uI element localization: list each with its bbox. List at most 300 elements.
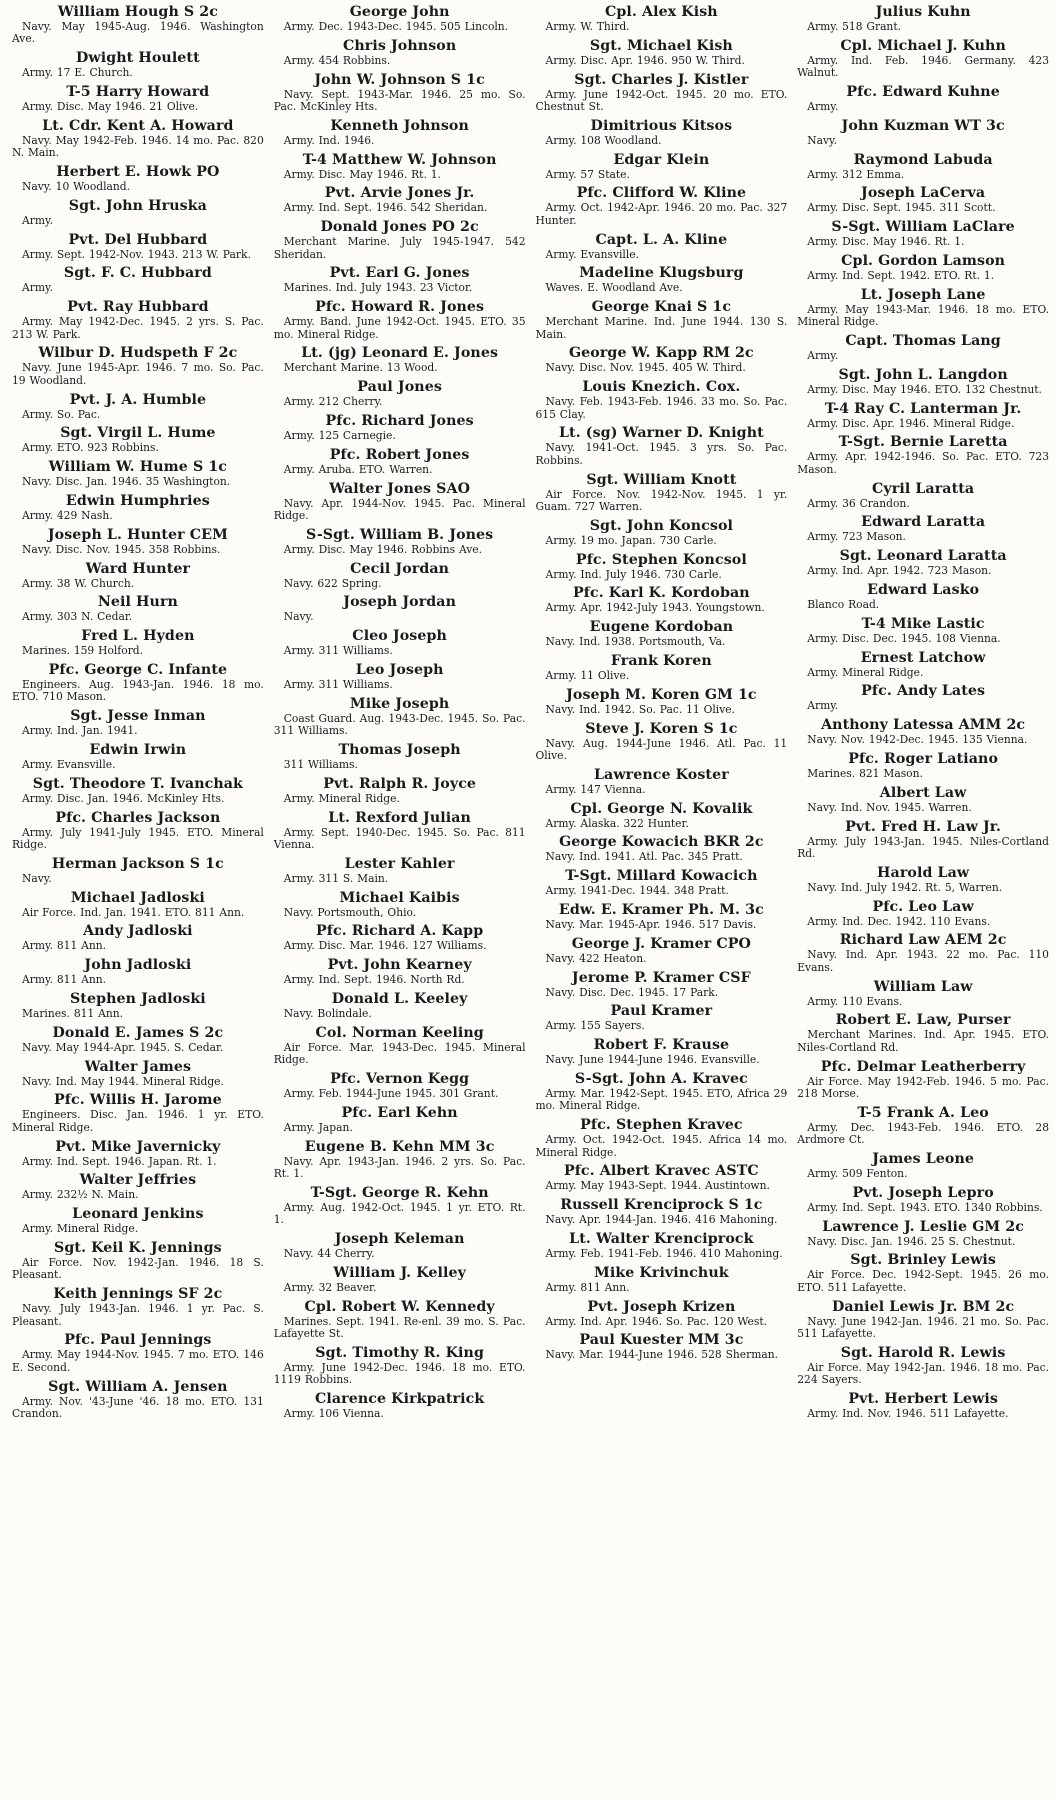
roster-entry (274, 379, 526, 408)
veteran-name: Leonard Jenkins (72, 1206, 204, 1223)
service-detail: Army. Sept. 1940-Dec. 1945. So. Pac. 811 Vienna. (273, 825, 526, 851)
veteran-name: Capt. Thomas Lang (845, 332, 1001, 349)
veteran-name: George W. Kapp RM 2c (568, 345, 754, 362)
roster-column-3 (532, 4, 794, 1800)
veteran-name: Russell Krenciprock S 1c (560, 1197, 763, 1214)
roster-column-1 (8, 4, 270, 1800)
service-detail: Navy. 622 Spring. (283, 576, 382, 590)
service-detail: Army. Ind. Apr. 1942. 723 Mason. (807, 564, 992, 578)
service-detail: Army. Disc. Sept. 1945. 311 Scott. (807, 201, 996, 215)
veteran-name: Eugene Kordoban (589, 619, 734, 636)
roster-entry (797, 548, 1049, 577)
veteran-name: Pfc. Richard Jones (325, 412, 474, 429)
roster-entry (797, 219, 1049, 248)
service-detail: Navy. June 1945-Apr. 1946. 7 mo. So. Pac. 19 Woodland. (12, 361, 264, 387)
roster-entry (274, 1299, 526, 1341)
roster-entry (12, 708, 264, 737)
roster-entry (536, 1265, 788, 1294)
veteran-name: Col. Norman Keeling (315, 1024, 484, 1041)
veteran-name: Sgt. Timothy R. King (315, 1344, 484, 1361)
service-detail: Army. Feb. 1944-June 1945. 301 Grant. (283, 1086, 499, 1100)
veteran-name: Herbert E. Howk PO (56, 164, 220, 180)
roster-entry (536, 970, 788, 999)
veteran-name: Pfc. Delmar Leatherberry (820, 1058, 1026, 1075)
service-detail: Army. 57 State. (545, 167, 630, 181)
roster-entry (797, 899, 1049, 928)
service-detail: Army. 811 Ann. (545, 1280, 630, 1294)
service-detail: Air Force. Ind. Jan. 1941. ETO. 811 Ann. (22, 905, 245, 919)
service-detail: Merchant Marines. Ind. Apr. 1945. ETO. Niles-Cortland Rd. (797, 1028, 1049, 1054)
service-detail: Navy. Mar. 1945-Apr. 1946. 517 Davis. (545, 917, 757, 931)
service-detail: Army. Band. June 1942-Oct. 1945. ETO. 35 mo. Mineral Ridge. (273, 315, 526, 341)
service-detail: Merchant Marine. July 1945-1947. 542 Sheridan. (273, 235, 526, 261)
roster-entry (536, 1231, 788, 1260)
service-detail: Navy. (283, 610, 314, 624)
service-detail: 311 Williams. (283, 757, 358, 771)
service-detail: Army. 36 Crandon. (807, 496, 910, 510)
veteran-name: Cpl. George N. Kovalik (570, 800, 753, 817)
veteran-name: Lt. (jg) Leonard E. Jones (301, 345, 499, 362)
service-detail: Army. 1941-Dec. 1944. 348 Pratt. (545, 884, 729, 898)
roster-entry (274, 662, 526, 691)
roster-entry (797, 1012, 1049, 1054)
veteran-name: Andy Jadloski (83, 923, 193, 940)
service-detail: Army. Ind. Apr. 1946. So. Pac. 120 West. (545, 1314, 768, 1328)
service-detail: Army. Evansville. (22, 757, 116, 771)
service-detail: Navy. Disc. Dec. 1945. 17 Park. (545, 985, 719, 999)
service-detail: Air Force. May 1942-Feb. 1946. 5 mo. Pac. 218 Morse. (797, 1074, 1049, 1100)
roster-entry (797, 865, 1049, 894)
veteran-name: Cecil Jordan (350, 560, 450, 577)
service-detail: Navy. June 1942-Jan. 1946. 21 mo. So. Pac. 511 Lafayette. (797, 1314, 1049, 1340)
service-detail: Marines. 811 Ann. (22, 1006, 124, 1020)
service-detail: Army. Aug. 1942-Oct. 1945. 1 yr. ETO. Rt. 1. (273, 1200, 526, 1227)
veteran-name: Mike Joseph (349, 695, 450, 712)
roster-entry (12, 1059, 264, 1088)
roster-entry (12, 923, 264, 952)
veteran-name: T-5 Frank A. Leo (857, 1104, 989, 1121)
roster-entry (12, 299, 264, 341)
roster-entry (797, 4, 1049, 33)
veteran-name: George Kowacich BKR 2c (559, 834, 764, 851)
veteran-name: Cpl. Robert W. Kennedy (304, 1298, 495, 1315)
service-detail: Air Force. Nov. 1942-Nov. 1945. 1 yr. Guam. 727 Warren. (535, 487, 788, 513)
veteran-name: Dimitrious Kitsos (590, 117, 733, 134)
service-detail: Navy. (22, 871, 52, 885)
veteran-name: Cpl. Michael J. Kuhn (840, 37, 1006, 54)
veteran-name: T-Sgt. George R. Kehn (310, 1184, 489, 1201)
roster-entry (12, 1206, 264, 1235)
service-detail: Navy. Ind. Nov. 1945. Warren. (807, 800, 972, 814)
roster-entry (12, 1092, 264, 1134)
roster-entry (797, 979, 1049, 1008)
veteran-name: Sgt. John Hruska (68, 197, 207, 214)
veteran-name: Edward Laratta (861, 514, 986, 531)
veteran-name: Pvt. J. A. Humble (69, 391, 207, 408)
roster-entry (274, 1105, 526, 1134)
roster-entry (797, 932, 1049, 974)
service-detail: Army. 518 Grant. (807, 20, 902, 33)
veteran-name: T-4 Ray C. Lanterman Jr. (824, 400, 1022, 417)
service-detail: Coast Guard. Aug. 1943-Dec. 1945. So. Pac. 311 Williams. (273, 711, 526, 738)
roster-column-2 (270, 4, 532, 1800)
service-detail: Engineers. Aug. 1943-Jan. 1946. 18 mo. ETO. 710 Mason. (12, 677, 264, 704)
roster-entry (12, 84, 264, 113)
veteran-name: Neil Hurn (97, 594, 178, 611)
veteran-name: Lawrence Koster (593, 766, 729, 783)
roster-entry (12, 957, 264, 986)
roster-entry (797, 1185, 1049, 1214)
veteran-name: Edw. E. Kramer Ph. M. 3c (558, 901, 764, 918)
roster-entry (274, 152, 526, 181)
service-detail: Navy. Disc. Nov. 1945. 405 W. Third. (545, 361, 746, 375)
roster-entry (797, 717, 1049, 746)
roster-entry (797, 185, 1049, 214)
roster-entry (12, 265, 264, 294)
veteran-name: Pfc. Howard R. Jones (315, 299, 485, 316)
roster-entry (536, 801, 788, 830)
roster-entry (274, 299, 526, 341)
service-detail: Navy. Ind. 1941. Atl. Pac. 345 Pratt. (545, 850, 743, 864)
veteran-name: Sgt. Keil K. Jennings (54, 1239, 222, 1256)
veteran-name: William W. Hume S 1c (48, 459, 228, 476)
roster-entry (12, 594, 264, 623)
veteran-name: Lt. Walter Krenciprock (569, 1230, 754, 1247)
service-detail: Navy. Disc. Jan. 1946. 25 S. Chestnut. (807, 1234, 1016, 1248)
roster-entry (274, 696, 526, 738)
service-detail: Navy. Ind. May 1944. Mineral Ridge. (22, 1074, 224, 1088)
service-detail: Army. Ind. Nov. 1946. 511 Lafayette. (807, 1406, 1009, 1420)
veteran-name: Joseph M. Koren GM 1c (566, 686, 757, 703)
veteran-name: John Jadloski (84, 957, 192, 974)
service-detail: Army. Disc. Jan. 1946. McKinley Hts. (22, 791, 225, 805)
service-detail: Army. Alaska. 322 Hunter. (545, 816, 689, 830)
roster-entry (12, 991, 264, 1020)
service-detail: Army. Disc. Mar. 1946. 127 Williams. (283, 939, 487, 953)
roster-entry (536, 118, 788, 147)
service-detail: Merchant Marine. 13 Wood. (283, 361, 438, 375)
service-detail: Army. 454 Robbins. (283, 53, 391, 67)
roster-entry (12, 810, 264, 852)
roster-entry (536, 4, 788, 33)
veteran-name: Cleo Joseph (352, 628, 447, 645)
veteran-name: Ward Hunter (85, 560, 191, 577)
service-detail: Army. Ind. Sept. 1946. Japan. Rt. 1. (22, 1154, 217, 1168)
roster-entry (797, 514, 1049, 543)
service-detail: Army. Disc. May 1946. 21 Olive. (22, 100, 199, 113)
roster-entry (536, 619, 788, 648)
roster-entry (12, 50, 264, 79)
veteran-name: Pfc. Edward Kuhne (846, 84, 1000, 100)
service-detail: Army. 38 W. Church. (22, 576, 135, 590)
veteran-name: Joseph Jordan (343, 594, 456, 611)
roster-entry (536, 1163, 788, 1192)
roster-entry (274, 594, 526, 623)
roster-entry (12, 527, 264, 556)
roster-entry (536, 345, 788, 374)
roster-entry (274, 628, 526, 657)
veteran-name: Eugene B. Kehn MM 3c (304, 1138, 495, 1155)
roster-entry (12, 4, 264, 46)
service-detail: Army. (807, 699, 839, 713)
roster-entry (12, 890, 264, 919)
service-detail: Navy. 1941-Oct. 1945. 3 yrs. So. Pac. Robbins. (535, 441, 788, 467)
service-detail: Army. Nov. '43-June '46. 18 mo. ETO. 131 Crandon. (12, 1394, 264, 1420)
veteran-name: Edwin Humphries (65, 492, 210, 509)
service-detail: Waves. E. Woodland Ave. (545, 281, 683, 295)
roster-entry (536, 232, 788, 261)
roster-entry (12, 118, 264, 160)
roster-entry (274, 991, 526, 1020)
roster-entry (12, 1379, 264, 1421)
roster-entry (274, 447, 526, 476)
roster-entry (536, 1117, 788, 1159)
veteran-name: S-Sgt. John A. Kravec (574, 1070, 748, 1087)
roster-entry (536, 38, 788, 67)
service-detail: Army. 19 mo. Japan. 730 Carle. (545, 533, 717, 547)
veteran-name: Wilbur D. Hudspeth F 2c (38, 345, 238, 362)
veteran-name: Pfc. Leo Law (872, 898, 974, 915)
service-detail: Navy. Apr. 1943-Jan. 1946. 2 yrs. So. Pac. Rt. 1. (273, 1154, 526, 1180)
service-detail: Army. 311 S. Main. (283, 871, 389, 885)
service-detail: Army. Disc. May 1946. Rt. 1. (283, 167, 441, 181)
veteran-name: Pfc. Robert Jones (329, 446, 470, 463)
veteran-name: Robert E. Law, Purser (835, 1012, 1011, 1029)
veteran-name: Albert Law (879, 784, 967, 801)
veteran-name: Pfc. Roger Latiano (848, 750, 999, 767)
service-detail: Army. 125 Carnegie. (283, 428, 396, 442)
roster-entry (536, 72, 788, 114)
veteran-name: S-Sgt. William LaClare (831, 219, 1015, 236)
roster-entry (12, 742, 264, 771)
roster-entry (12, 392, 264, 421)
service-detail: Army. 311 Williams. (283, 677, 393, 691)
roster-entry (797, 1219, 1049, 1248)
veteran-name: Kenneth Johnson (330, 117, 469, 134)
roster-entry (274, 1185, 526, 1227)
veteran-name: Sgt. Michael Kish (589, 37, 733, 54)
service-detail: Army. Ind. Sept. 1946. 542 Sheridan. (283, 201, 488, 215)
veteran-name: Sgt. Harold R. Lewis (840, 1344, 1006, 1361)
service-detail: Army. July 1943-Jan. 1945. Niles-Cortland Rd. (797, 834, 1049, 860)
roster-entry (536, 518, 788, 547)
service-detail: Army. Disc. May 1946. Rt. 1. (807, 235, 965, 249)
service-detail: Navy. 422 Heaton. (545, 951, 647, 965)
service-detail: Army. Aruba. ETO. Warren. (283, 462, 433, 476)
service-detail: Marines. 159 Holford. (22, 644, 144, 658)
veteran-name: Pfc. Andy Lates (861, 683, 986, 700)
roster-entry (12, 662, 264, 704)
roster-entry (536, 379, 788, 421)
veteran-name: Pfc. Willis H. Jarome (54, 1092, 222, 1109)
veteran-name: Sgt. Theodore T. Ivanchak (32, 775, 243, 792)
roster-entry (12, 561, 264, 590)
service-detail: Army. June 1942-Dec. 1946. 18 mo. ETO. 1119 Robbins. (273, 1360, 526, 1387)
veteran-name: Sgt. Brinley Lewis (850, 1252, 996, 1269)
roster-entry (797, 1059, 1049, 1101)
roster-entry (536, 1037, 788, 1066)
roster-entry (797, 152, 1049, 181)
roster-entry (274, 561, 526, 590)
service-detail: Army. Dec. 1943-Feb. 1946. ETO. 28 Ardmore Ct. (797, 1120, 1049, 1147)
service-detail: Army. Disc. May 1946. Robbins Ave. (283, 542, 483, 556)
service-detail: Blanco Road. (807, 597, 880, 611)
veteran-name: Pvt. Del Hubbard (68, 231, 208, 248)
roster-entry (797, 333, 1049, 362)
service-detail: Army. (22, 213, 53, 227)
veteran-name: Pfc. Paul Jennings (64, 1332, 212, 1349)
roster-entry (536, 834, 788, 863)
service-detail: Army. So. Pac. (22, 407, 101, 421)
service-detail: Navy. Mar. 1944-June 1946. 528 Sherman. (545, 1348, 779, 1362)
roster-entry (274, 742, 526, 771)
veteran-name: Donald Jones PO 2c (320, 219, 479, 236)
veteran-name: Lester Kahler (344, 855, 455, 872)
veteran-name: Raymond Labuda (853, 151, 993, 168)
roster-entry (12, 345, 264, 387)
veteran-name: Lt. Cdr. Kent A. Howard (42, 117, 234, 134)
veteran-name: Cyril Laratta (872, 480, 975, 497)
roster-entry (797, 1252, 1049, 1294)
veteran-name: Walter James (84, 1058, 192, 1075)
service-detail: Marines. 821 Mason. (807, 766, 923, 780)
roster-entry (274, 72, 526, 114)
veteran-name: John W. Johnson S 1c (314, 71, 485, 88)
roster-entry (536, 265, 788, 294)
veteran-name: Sgt. Leonard Laratta (839, 548, 1007, 565)
roster-entry (797, 819, 1049, 861)
roster-entry (797, 1151, 1049, 1180)
roster-entry (274, 1071, 526, 1100)
roster-entry (797, 683, 1049, 712)
veteran-name: Pfc. Charles Jackson (55, 809, 221, 826)
veteran-name: Chris Johnson (342, 37, 457, 54)
veteran-name: George J. Kramer CPO (571, 935, 751, 952)
veteran-name: Paul Kuester MM 3c (579, 1332, 744, 1349)
veteran-name: Paul Jones (357, 379, 442, 396)
veteran-name: Paul Kramer (610, 1003, 713, 1020)
roster-entry (536, 552, 788, 581)
roster-entry (12, 776, 264, 805)
service-detail: Army. Oct. 1942-Apr. 1946. 20 mo. Pac. 327 Hunter. (535, 201, 788, 227)
veteran-name: Daniel Lewis Jr. BM 2c (832, 1298, 1015, 1315)
veteran-name: Harold Law (877, 864, 970, 881)
service-detail: Marines. Ind. July 1943. 23 Victor. (283, 281, 473, 295)
service-detail: Army. Ind. Feb. 1946. Germany. 423 Walnut. (797, 53, 1049, 80)
veteran-name: Joseph LaCerva (861, 185, 986, 202)
service-detail: Army. Mar. 1942-Sept. 1945. ETO, Africa 29 mo. Mineral Ridge. (535, 1086, 788, 1113)
veteran-name: Dwight Houlett (76, 50, 200, 67)
veteran-name: Louis Knezich. Cox. (582, 379, 741, 396)
veteran-name: Pvt. Mike Javernicky (55, 1138, 221, 1155)
service-detail: Army. 429 Nash. (22, 508, 113, 522)
veteran-name: Ernest Latchow (860, 649, 986, 666)
veteran-name: Pfc. Stephen Kravec (580, 1117, 743, 1134)
veteran-name: John Kuzman WT 3c (841, 117, 1005, 134)
service-detail: Navy. (807, 133, 838, 147)
roster-entry (274, 856, 526, 885)
service-detail: Air Force. Mar. 1943-Dec. 1945. Mineral Ridge. (273, 1040, 526, 1067)
service-detail: Army. W. Third. (545, 20, 630, 33)
roster-entry (797, 287, 1049, 329)
veteran-name: Pvt. Joseph Lepro (852, 1184, 994, 1201)
veteran-name: Pvt. Joseph Krizen (587, 1298, 736, 1315)
service-detail: Army. (807, 100, 839, 113)
roster-entry (536, 936, 788, 965)
roster-entry (274, 1391, 526, 1420)
veteran-name: Cpl. Gordon Lamson (841, 252, 1006, 269)
roster-entry (274, 413, 526, 442)
veteran-name: Sgt. Charles J. Kistler (574, 71, 749, 88)
service-detail: Army. 509 Fenton. (807, 1166, 908, 1180)
service-detail: Army. Ind. Sept. 1946. North Rd. (283, 973, 465, 987)
service-detail: Navy. Ind. 1938. Portsmouth, Va. (545, 635, 726, 649)
service-detail: Army. Mineral Ridge. (807, 665, 924, 679)
service-detail: Army. 212 Cherry. (283, 395, 383, 409)
veteran-name: Julius Kuhn (875, 4, 971, 20)
service-detail: Navy. Bolindale. (283, 1006, 372, 1020)
service-detail: Army. 17 E. Church. (22, 66, 133, 80)
roster-entry (536, 1071, 788, 1113)
roster-entry (536, 425, 788, 467)
service-detail: Army. Ind. July 1946. 730 Carle. (545, 567, 722, 581)
veteran-name: Lt. Rexford Julian (328, 809, 471, 826)
service-detail: Navy. Disc. Jan. 1946. 35 Washington. (22, 475, 231, 489)
service-detail: Army. 147 Vienna. (545, 782, 646, 796)
service-detail: Army. 32 Beaver. (283, 1280, 377, 1294)
roster-entry (274, 265, 526, 294)
roster-entry (536, 687, 788, 716)
service-detail: Army. Ind. Sept. 1942. ETO. Rt. 1. (807, 268, 995, 282)
roster-entry (12, 198, 264, 227)
roster-entry (536, 1332, 788, 1361)
service-detail: Army. Disc. Apr. 1946. 950 W. Third. (545, 53, 745, 67)
service-detail: Army. Mineral Ridge. (22, 1222, 139, 1236)
service-detail: Navy. Nov. 1942-Dec. 1945. 135 Vienna. (807, 733, 1028, 747)
veteran-name: Sgt. John Koncsol (589, 517, 734, 534)
veteran-name: Sgt. William A. Jensen (48, 1378, 228, 1395)
roster-entry (274, 1025, 526, 1067)
roster-entry (12, 459, 264, 488)
service-detail: Army. May 1944-Nov. 1945. 7 mo. ETO. 146 E. Second. (12, 1348, 264, 1374)
veteran-name: Herman Jackson S 1c (51, 855, 224, 872)
service-detail: Navy. 10 Woodland. (22, 180, 131, 193)
service-detail: Army. 723 Mason. (807, 530, 906, 544)
veteran-name: T-5 Harry Howard (66, 84, 210, 100)
veteran-name: Pfc. Vernon Kegg (330, 1070, 470, 1087)
veteran-name: Edward Lasko (867, 581, 980, 598)
roster-entry (274, 118, 526, 147)
roster-entry (274, 1345, 526, 1387)
service-detail: Air Force. Nov. 1942-Jan. 1946. 18 S. Pleasant. (12, 1255, 264, 1282)
veteran-name: Pvt. Fred H. Law Jr. (845, 818, 1002, 835)
veteran-name: Sgt. John L. Langdon (838, 366, 1008, 383)
roster-entry (536, 299, 788, 341)
roster-entry (12, 1139, 264, 1168)
veteran-name: Pvt. Ralph R. Joyce (323, 775, 477, 792)
veteran-name: Joseph Keleman (334, 1230, 465, 1247)
roster-entry (797, 253, 1049, 282)
roster-entry (274, 345, 526, 374)
veteran-name: James Leone (872, 1150, 975, 1167)
veteran-name: Pfc. Clifford W. Kline (576, 185, 747, 202)
roster-entry (797, 582, 1049, 611)
veteran-name: Pfc. Stephen Koncsol (575, 551, 747, 568)
service-detail: Army. Mineral Ridge. (283, 791, 400, 805)
service-detail: Army. May 1942-Dec. 1945. 2 yrs. S. Pac. 213 W. Park. (12, 315, 264, 341)
roster-entry (536, 185, 788, 227)
veteran-name: Leo Joseph (355, 661, 444, 678)
